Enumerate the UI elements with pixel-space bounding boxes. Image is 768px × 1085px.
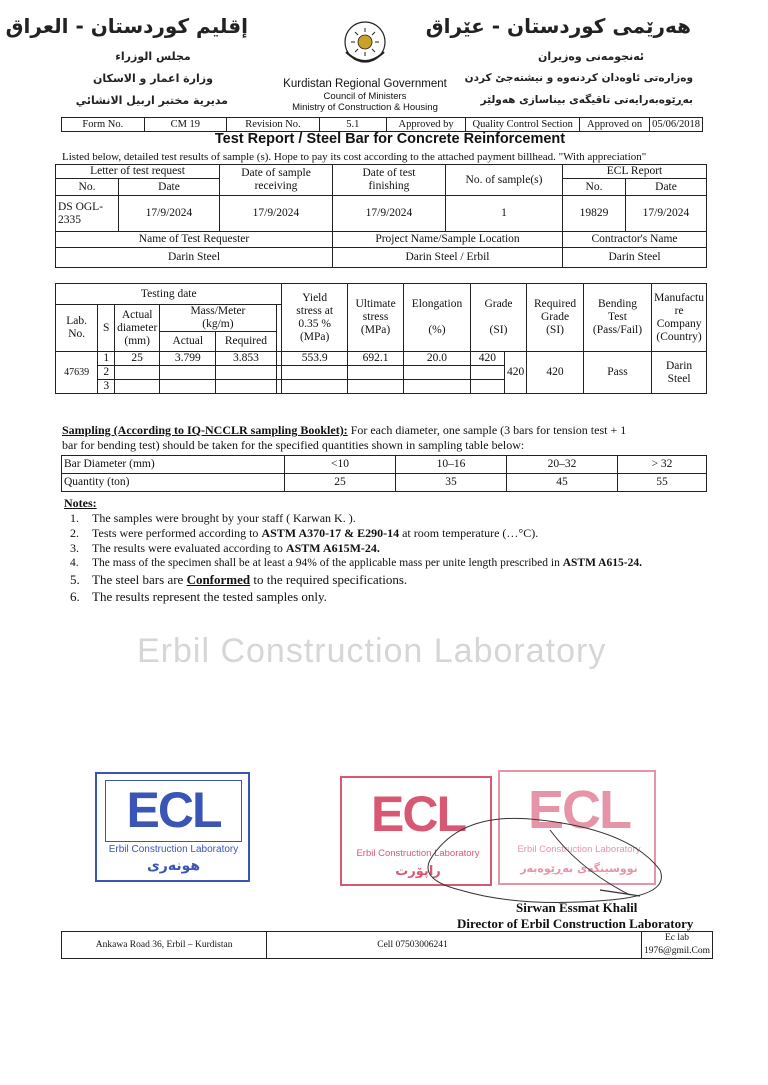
red1-stamp-kurdish: راپۆرت bbox=[395, 864, 441, 879]
quantity-3: 45 bbox=[507, 474, 618, 492]
intro-text: Listed below, detailed test results of sample (s). Hope to pay its cost according to the attached payment billhead. "With appreciation" bbox=[62, 151, 647, 163]
blank-cell bbox=[160, 366, 216, 380]
header-right-line2: ئەنجومەنی وەزیران bbox=[537, 50, 645, 63]
footer-bar bbox=[61, 931, 713, 959]
report-title: Test Report / Steel Bar for Concrete Reinforcement bbox=[214, 131, 566, 147]
mass-actual-header: Actual bbox=[160, 332, 216, 352]
red2-stamp-kurdish: نووسینگەی بەڕێوەبەر bbox=[520, 862, 638, 875]
blank-cell bbox=[216, 380, 276, 394]
diameter-range-4: > 32 bbox=[618, 456, 707, 474]
project-value: Darin Steel / Erbil bbox=[333, 248, 563, 268]
ecl-report-header: ECL Report bbox=[563, 165, 707, 179]
blue-ecl-stamp bbox=[95, 772, 250, 882]
letter-no-label: No. bbox=[56, 179, 119, 196]
watermark-text: Erbil Construction Laboratory bbox=[137, 632, 607, 670]
red1-ecl-letters: ECL bbox=[371, 786, 465, 842]
bending-header: Bending Test (Pass/Fail) bbox=[583, 284, 651, 352]
blank-cell bbox=[276, 305, 282, 332]
revision-label: Revision No. bbox=[227, 118, 320, 132]
signature-name: Sirwan Essmat Khalil bbox=[516, 900, 638, 915]
elongation-value: 20.0 bbox=[404, 352, 470, 366]
ecl-date-value: 17/9/2024 bbox=[626, 196, 707, 232]
manufacturer-value: Darin Steel bbox=[652, 352, 707, 394]
blank-cell bbox=[160, 380, 216, 394]
sampling-text: Sampling (According to IQ-NCCLR sampling Booklet): For each diameter, one sample (3 bars for tension test + 1 bar for bending test) should be taken for the specified quantities shown in sampling table below: bbox=[62, 423, 627, 452]
header-right-line4: بەڕێوەبەرایەتی تاقیگەی بیناسازی هەولێر bbox=[480, 94, 693, 106]
elongation-header: Elongation (%) bbox=[404, 284, 470, 352]
blank-cell bbox=[470, 380, 504, 394]
diameter-range-3: 20–32 bbox=[507, 456, 618, 474]
note-2: 2. Tests were performed according to ASTM A370-17 & E290-14 at room temperature (…°C). bbox=[70, 526, 539, 540]
blank-cell bbox=[470, 366, 504, 380]
s-header: S bbox=[98, 305, 115, 352]
footer-phone: Cell 07503006241 bbox=[267, 932, 642, 959]
mass-actual-value: 3.799 bbox=[160, 352, 216, 366]
required-grade-value: 420 bbox=[527, 352, 584, 394]
requester-label: Name of Test Requester bbox=[56, 232, 333, 248]
s-value-2: 2 bbox=[98, 366, 115, 380]
testing-date-label: Testing date bbox=[56, 284, 282, 305]
grade-header: Grade (SI) bbox=[470, 284, 527, 352]
header-left-line4: مديرية مختبر اربيل الانشائي bbox=[75, 94, 228, 107]
note-1: 1. The samples were brought by your staff ( Karwan K. ). bbox=[70, 511, 356, 525]
diameter-range-1: <10 bbox=[285, 456, 396, 474]
blank-cell bbox=[115, 366, 160, 380]
yield-header: Yield stress at 0.35 % (MPa) bbox=[282, 284, 347, 352]
results-table bbox=[55, 283, 707, 394]
requester-value: Darin Steel bbox=[56, 248, 333, 268]
form-no-value: CM 19 bbox=[144, 118, 226, 132]
notes-section bbox=[64, 496, 724, 605]
diameter-value: 25 bbox=[115, 352, 160, 366]
lab-no-value: 47639 bbox=[56, 352, 98, 394]
blank-cell bbox=[216, 366, 276, 380]
signature-icon bbox=[400, 800, 680, 910]
ultimate-header: Ultimate stress (MPa) bbox=[347, 284, 403, 352]
red2-ecl-letters: ECL bbox=[528, 780, 630, 840]
project-label: Project Name/Sample Location bbox=[333, 232, 563, 248]
blue-stamp-kurdish: هونەری bbox=[146, 858, 201, 874]
header-left-line2: مجلس الوزراء bbox=[115, 50, 191, 63]
quantity-4: 55 bbox=[618, 474, 707, 492]
manufacturer-header: Manufactu re Company (Country) bbox=[652, 284, 707, 352]
blank-cell bbox=[282, 366, 347, 380]
header-right-line3: وەزارەتی ئاوەدان کردنەوە و نیشتەجێ کردن bbox=[464, 72, 693, 84]
blue-ecl-letters: ECL bbox=[126, 782, 221, 838]
blue-stamp-label: Erbil Construction Laboratory bbox=[108, 844, 239, 855]
ecl-date-label: Date bbox=[626, 179, 707, 196]
approved-by-value: Quality Control Section bbox=[466, 118, 580, 132]
blank-cell bbox=[347, 380, 403, 394]
header-left-line3: وزارة اعمار و الاسكان bbox=[93, 72, 213, 85]
revision-value: 5.1 bbox=[319, 118, 386, 132]
grade-value-1: 420 bbox=[470, 352, 504, 366]
form-info-bar bbox=[61, 117, 703, 132]
contractor-value: Darin Steel bbox=[563, 248, 707, 268]
bending-value: Pass bbox=[583, 352, 651, 394]
diameter-header: Actual diameter (mm) bbox=[115, 305, 160, 352]
letter-date-label: Date bbox=[119, 179, 220, 196]
blank-cell bbox=[347, 366, 403, 380]
krg-emblem-icon bbox=[340, 18, 390, 70]
form-no-label: Form No. bbox=[62, 118, 145, 132]
ecl-no-value: 19829 bbox=[563, 196, 626, 232]
note-5: 5. The steel bars are Conformed to the required specifications. bbox=[70, 572, 408, 587]
finishing-date-value: 17/9/2024 bbox=[333, 196, 446, 232]
mass-required-header: Required bbox=[216, 332, 276, 352]
grade-value-2: 420 bbox=[505, 352, 527, 394]
lab-no-header: Lab. No. bbox=[56, 305, 98, 352]
bar-diameter-label: Bar Diameter (mm) bbox=[62, 456, 285, 474]
quantity-2: 35 bbox=[396, 474, 507, 492]
signature-title: Director of Erbil Construction Laboratory bbox=[457, 916, 694, 931]
approved-on-value: 05/06/2018 bbox=[650, 118, 703, 132]
s-value-3: 3 bbox=[98, 380, 115, 394]
header-center-krg: Kurdistan Regional Government bbox=[283, 78, 447, 90]
receiving-header: Date of sample receiving bbox=[220, 165, 333, 196]
letter-request-header: Letter of test request bbox=[56, 165, 220, 179]
mass-header: Mass/Meter (kg/m) bbox=[160, 305, 276, 332]
blank-cell bbox=[282, 380, 347, 394]
footer-address: Ankawa Road 36, Erbil – Kurdistan bbox=[62, 932, 267, 959]
blank-cell bbox=[404, 366, 470, 380]
request-table bbox=[55, 164, 707, 268]
note-3: 3. The results were evaluated according to ASTM A615M-24. bbox=[70, 541, 380, 555]
contractor-label: Contractor's Name bbox=[563, 232, 707, 248]
header-right-title: هەرێمی کوردستان - عێراق bbox=[425, 14, 691, 38]
header-center-council: Council of Ministers bbox=[323, 91, 407, 102]
yield-value: 553.9 bbox=[282, 352, 347, 366]
note-4: 4. The mass of the specimen shall be at least a 94% of the applicable mass per unite length prescribed in ASTM A615-24. bbox=[70, 557, 642, 569]
sampling-table bbox=[61, 455, 707, 492]
sampling-heading: Sampling (According to IQ-NCCLR sampling Booklet): bbox=[62, 423, 348, 437]
samples-value: 1 bbox=[446, 196, 563, 232]
blank-cell bbox=[404, 380, 470, 394]
samples-header: No. of sample(s) bbox=[446, 165, 563, 196]
note-6: 6. The results represent the tested samples only. bbox=[70, 589, 327, 604]
red1-stamp-label: Erbil Construction Laboratory bbox=[356, 848, 480, 859]
ecl-no-label: No. bbox=[563, 179, 626, 196]
letter-date-value: 17/9/2024 bbox=[119, 196, 220, 232]
red2-stamp-label: Erbil Construction Laboratory bbox=[517, 844, 641, 855]
ultimate-value: 692.1 bbox=[347, 352, 403, 366]
footer-email: Ec lab 1976@gmil.Com bbox=[641, 932, 712, 959]
quantity-1: 25 bbox=[285, 474, 396, 492]
letter-no-value: DS OGL- 2335 bbox=[56, 196, 119, 232]
diameter-range-2: 10–16 bbox=[396, 456, 507, 474]
header-left-title: إقليم كوردستان - العراق bbox=[5, 14, 248, 38]
header-center-ministry: Ministry of Construction & Housing bbox=[292, 102, 438, 113]
blank-cell bbox=[276, 332, 282, 352]
notes-heading: Notes: bbox=[64, 496, 97, 510]
quantity-label: Quantity (ton) bbox=[62, 474, 285, 492]
mass-required-value: 3.853 bbox=[216, 352, 276, 366]
approved-on-label: Approved on bbox=[580, 118, 650, 132]
finishing-header: Date of test finishing bbox=[333, 165, 446, 196]
approved-by-label: Approved by bbox=[386, 118, 466, 132]
required-grade-header: Required Grade (SI) bbox=[527, 284, 584, 352]
blank-cell bbox=[115, 380, 160, 394]
receiving-date-value: 17/9/2024 bbox=[220, 196, 333, 232]
s-value-1: 1 bbox=[98, 352, 115, 366]
